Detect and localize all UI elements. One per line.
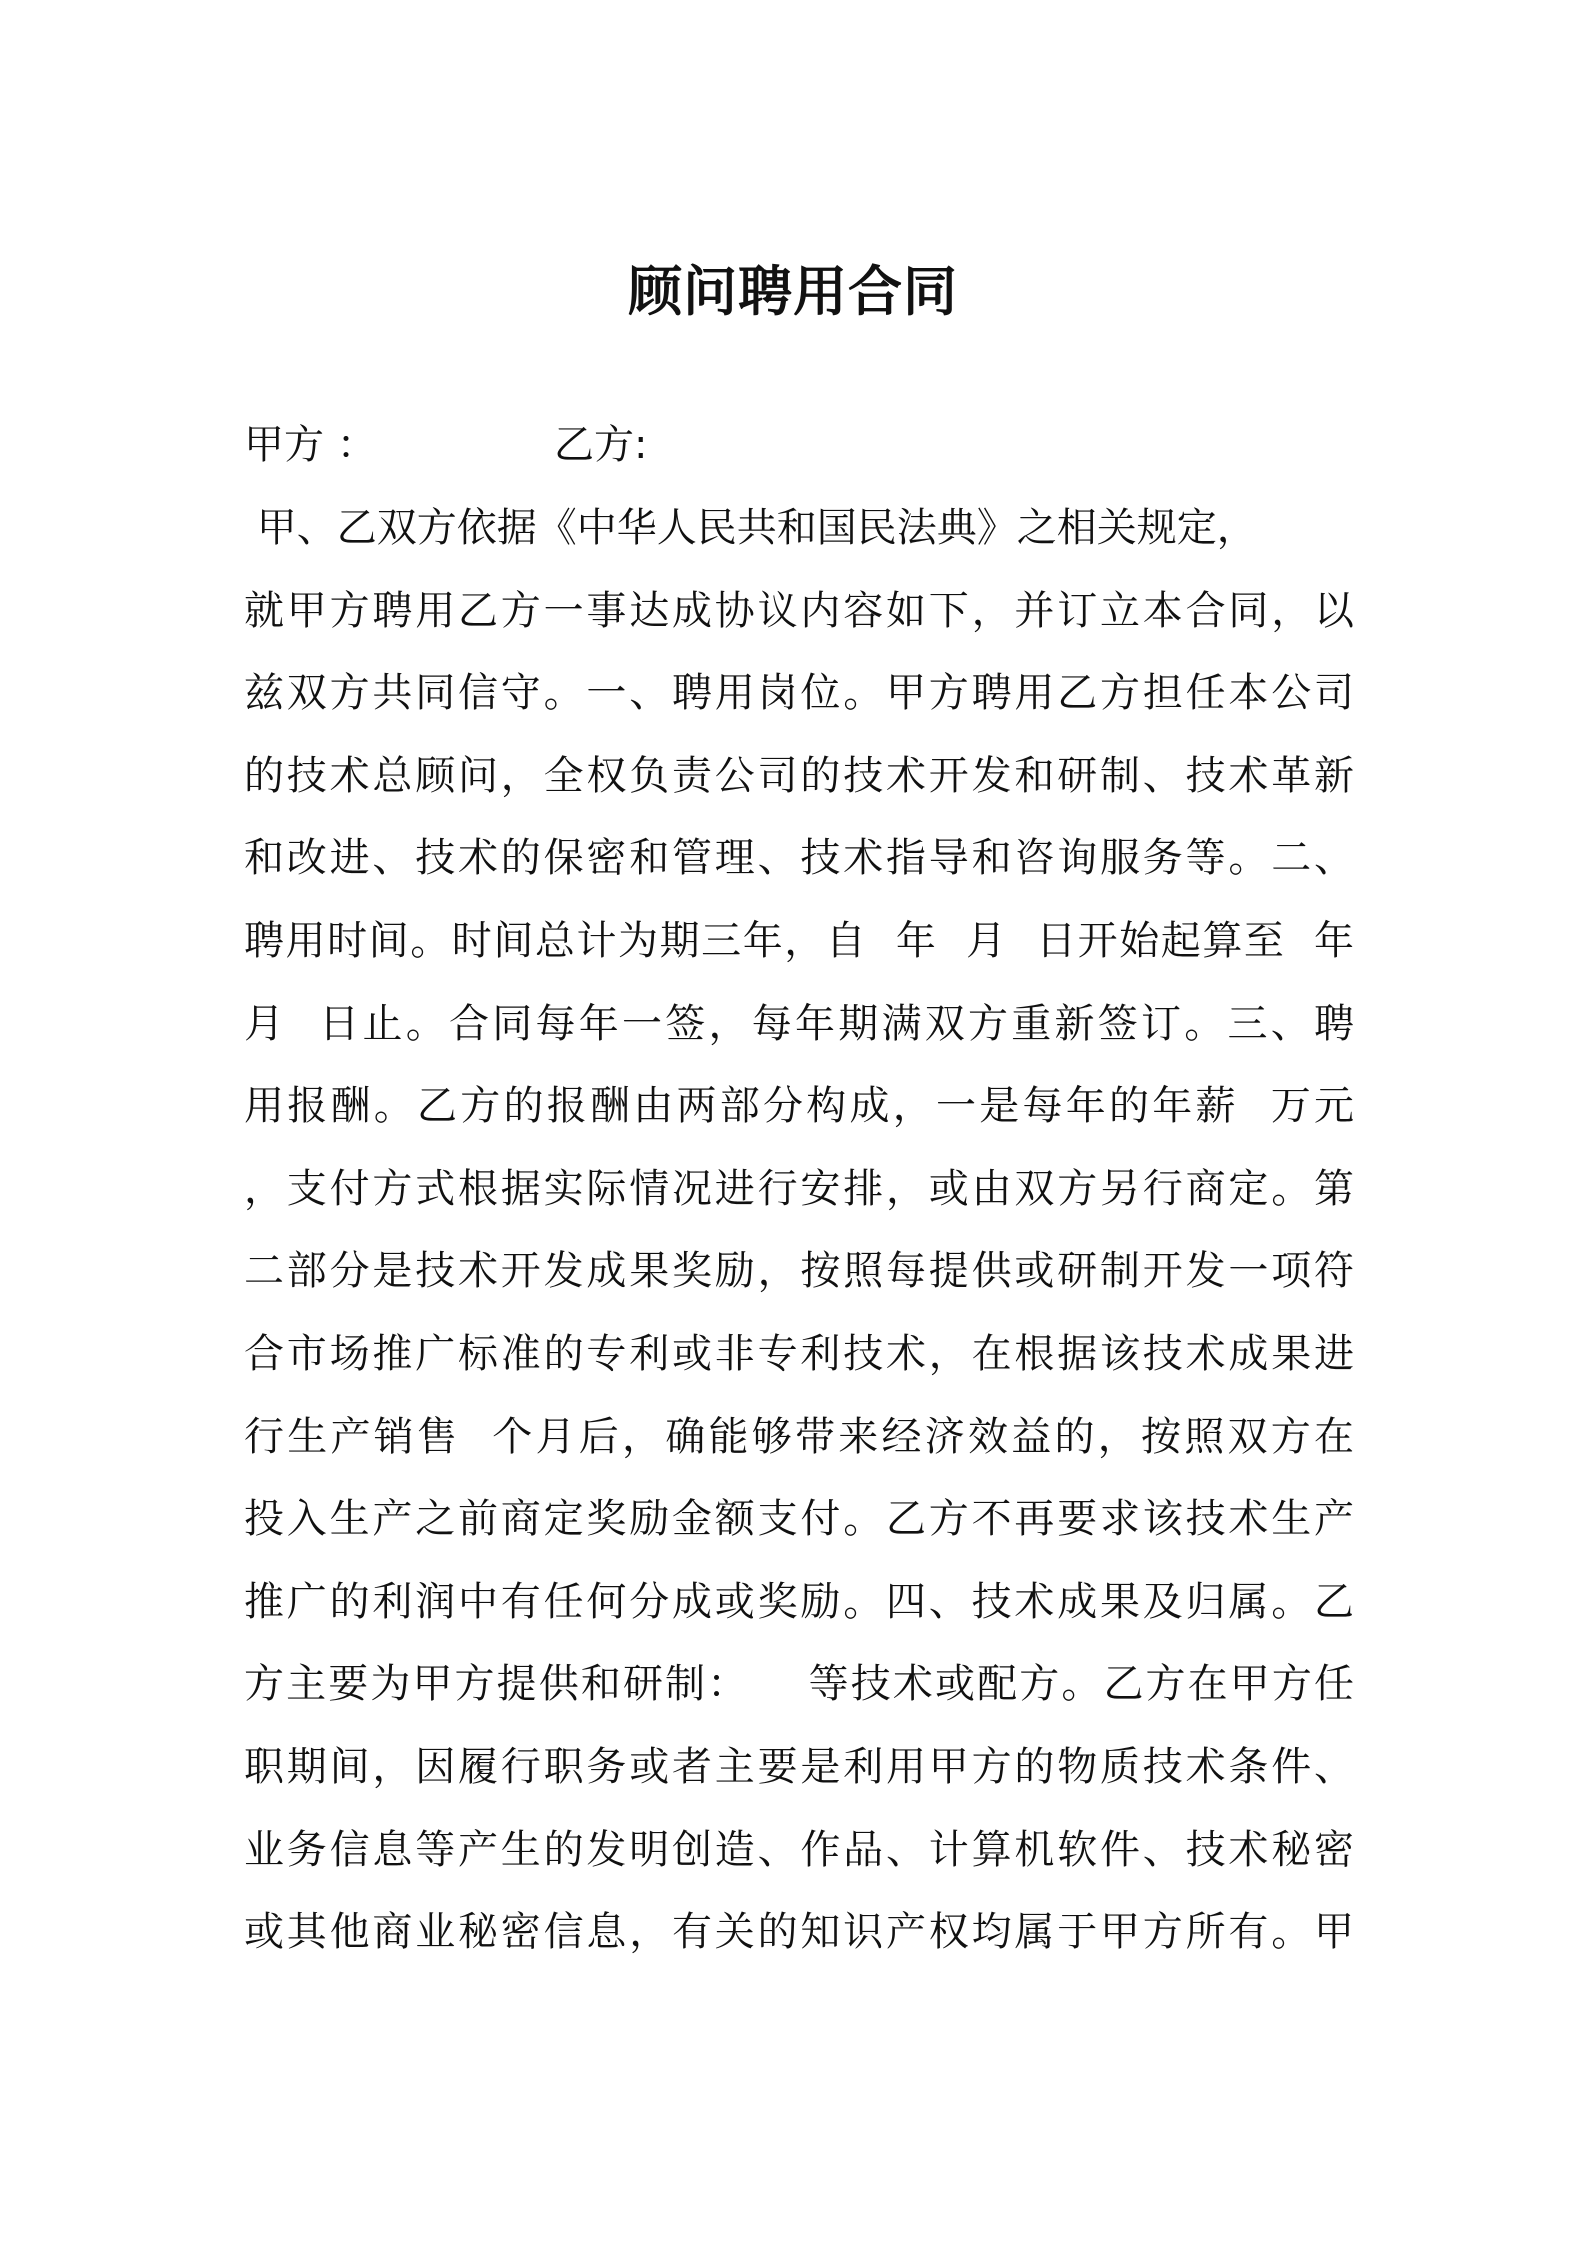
body-line: 职期间，因履行职务或者主要是利用甲方的物质技术条件、: [244, 1743, 1354, 1790]
parties-row: [244, 410, 648, 480]
body-line: ，支付方式根据实际情况进行安排，或由双方另行商定。第: [244, 1165, 1354, 1212]
body-line: 就甲方聘用乙方一事达成协议内容如下，并订立本合同，以: [244, 587, 1354, 634]
body-line: 甲、乙双方依据《中华人民共和国民法典》之相关规定，: [244, 505, 1257, 551]
body-line: 投入生产之前商定奖励金额支付。乙方不再要求该技术生产: [244, 1496, 1354, 1543]
body-line: 用报酬。乙方的报酬由两部分构成，一是每年的年薪 万元: [244, 1083, 1354, 1130]
body-line: 行生产销售 个月后，确能够带来经济效益的，按照双方在: [244, 1413, 1354, 1460]
body-line: 月 日止。合同每年一签，每年期满双方重新签订。三、聘: [244, 1000, 1354, 1047]
body-line: 和改进、技术的保密和管理、技术指导和咨询服务等。二、: [244, 835, 1354, 882]
party-b-label: 乙方:: [554, 422, 648, 468]
body-line: 的技术总顾问，全权负责公司的技术开发和研制、技术革新: [244, 752, 1354, 799]
body-line: 二部分是技术开发成果奖励，按照每提供或研制开发一项符: [244, 1248, 1354, 1295]
document-title: 顾问聘用合同: [628, 260, 958, 323]
body-line: 合市场推广标准的专利或非专利技术，在根据该技术成果进: [244, 1330, 1354, 1377]
contract-body: [244, 493, 1354, 1980]
body-line: 兹双方共同信守。一、聘用岗位。甲方聘用乙方担任本公司: [244, 670, 1354, 717]
body-line: 聘用时间。时间总计为期三年，自 年 月 日开始起算至 年: [244, 917, 1354, 964]
body-line: 推广的利润中有任何分成或奖励。四、技术成果及归属。乙: [244, 1578, 1354, 1625]
party-a-label: 甲方 ：: [244, 422, 377, 468]
body-line: 或其他商业秘密信息，有关的知识产权均属于甲方所有。甲: [244, 1909, 1354, 1956]
body-line: 业务信息等产生的发明创造、作品、计算机软件、技术秘密: [244, 1826, 1354, 1873]
body-line: 方主要为甲方提供和研制： 等技术或配方。乙方在甲方任: [244, 1661, 1354, 1708]
